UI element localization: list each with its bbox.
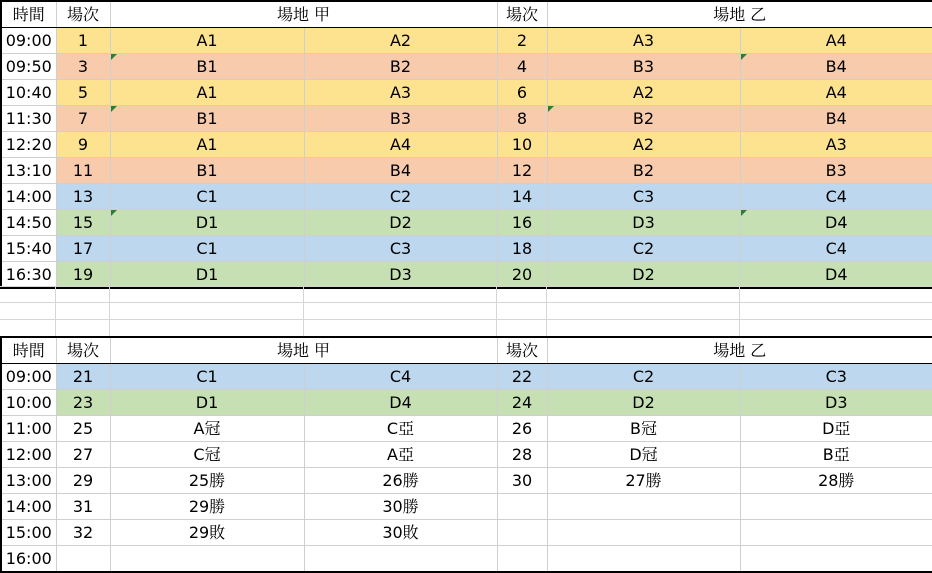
table-row <box>1 236 932 262</box>
team-cell-venue-a-2[interactable]: B2 <box>304 54 497 80</box>
header-venue-b[interactable]: 場地 乙 <box>547 1 932 28</box>
match-number-a[interactable]: 31 <box>56 494 110 520</box>
header-match-a[interactable]: 場次 <box>56 1 110 28</box>
header-venue-a[interactable]: 場地 甲 <box>110 337 497 364</box>
time-cell[interactable]: 14:00 <box>1 494 56 520</box>
table-row <box>1 158 932 184</box>
match-number-b[interactable]: 18 <box>497 236 547 262</box>
match-number-b[interactable]: 26 <box>497 416 547 442</box>
match-number-b[interactable]: 2 <box>497 28 547 54</box>
match-number-a[interactable]: 5 <box>56 80 110 106</box>
table-row <box>1 262 932 289</box>
match-number-a[interactable]: 3 <box>56 54 110 80</box>
team-cell-venue-b-1[interactable]: B3 <box>547 54 740 80</box>
team-cell-venue-a-1[interactable]: D1 <box>110 390 304 416</box>
team-cell-venue-b-1[interactable]: B2 <box>547 106 740 132</box>
time-cell[interactable]: 10:40 <box>1 80 56 106</box>
team-cell-venue-b-1[interactable]: C2 <box>547 236 740 262</box>
team-cell-venue-b-2[interactable] <box>740 494 932 520</box>
team-cell-venue-b-2[interactable]: A4 <box>740 80 932 106</box>
team-cell-venue-a-1[interactable]: C冠 <box>110 442 304 468</box>
time-cell[interactable]: 15:00 <box>1 520 56 546</box>
team-cell-venue-a-1[interactable]: B1 <box>110 106 304 132</box>
time-cell[interactable]: 11:00 <box>1 416 56 442</box>
team-cell-venue-a-2[interactable]: C4 <box>304 364 497 390</box>
team-cell-venue-b-2[interactable]: D4 <box>740 262 932 289</box>
team-cell-venue-a-1[interactable]: B1 <box>110 54 304 80</box>
team-cell-venue-a-1[interactable]: 25勝 <box>110 468 304 494</box>
team-cell-venue-b-1[interactable]: D冠 <box>547 442 740 468</box>
table-row <box>1 364 932 390</box>
match-number-a[interactable]: 25 <box>56 416 110 442</box>
header-match-a[interactable]: 場次 <box>56 337 110 364</box>
table-row <box>1 546 932 573</box>
time-cell[interactable]: 09:50 <box>1 54 56 80</box>
team-cell-venue-b-1[interactable]: C2 <box>547 364 740 390</box>
match-number-b[interactable]: 14 <box>497 184 547 210</box>
team-cell-venue-b-1[interactable]: C3 <box>547 184 740 210</box>
team-cell-venue-a-2[interactable]: A2 <box>304 28 497 54</box>
team-cell-venue-a-1[interactable]: D1 <box>110 262 304 289</box>
header-row <box>1 1 932 28</box>
time-cell[interactable]: 12:00 <box>1 442 56 468</box>
team-cell-venue-a-2[interactable]: C3 <box>304 236 497 262</box>
match-number-a[interactable]: 17 <box>56 236 110 262</box>
time-cell[interactable]: 14:50 <box>1 210 56 236</box>
team-cell-venue-b-2[interactable]: D4 <box>740 210 932 236</box>
team-cell-venue-a-1[interactable]: B1 <box>110 158 304 184</box>
time-cell[interactable]: 15:40 <box>1 236 56 262</box>
time-cell[interactable]: 14:00 <box>1 184 56 210</box>
match-number-a[interactable]: 13 <box>56 184 110 210</box>
team-cell-venue-b-2[interactable]: D亞 <box>740 416 932 442</box>
time-cell[interactable]: 09:00 <box>1 364 56 390</box>
table-row <box>1 28 932 54</box>
time-cell[interactable]: 09:00 <box>1 28 56 54</box>
team-cell-venue-a-1[interactable]: C1 <box>110 364 304 390</box>
table-row <box>1 80 932 106</box>
time-cell[interactable]: 13:10 <box>1 158 56 184</box>
team-cell-venue-b-2[interactable]: 28勝 <box>740 468 932 494</box>
team-cell-venue-a-1[interactable] <box>110 546 304 573</box>
table-row <box>1 390 932 416</box>
team-cell-venue-b-2[interactable]: A3 <box>740 132 932 158</box>
team-cell-venue-b-1[interactable]: B2 <box>547 158 740 184</box>
schedule-body-top <box>1 28 932 289</box>
table-row <box>1 132 932 158</box>
match-number-a[interactable]: 32 <box>56 520 110 546</box>
match-number-a[interactable]: 29 <box>56 468 110 494</box>
match-number-b[interactable]: 12 <box>497 158 547 184</box>
team-cell-venue-a-2[interactable]: C2 <box>304 184 497 210</box>
team-cell-venue-b-2[interactable]: B4 <box>740 106 932 132</box>
header-time[interactable]: 時間 <box>1 1 56 28</box>
match-number-a[interactable]: 9 <box>56 132 110 158</box>
time-cell[interactable]: 12:20 <box>1 132 56 158</box>
team-cell-venue-a-2[interactable]: B3 <box>304 106 497 132</box>
table-row <box>1 106 932 132</box>
team-cell-venue-a-2[interactable]: 30勝 <box>304 494 497 520</box>
match-number-b[interactable] <box>497 520 547 546</box>
table-row <box>1 468 932 494</box>
match-number-b[interactable]: 20 <box>497 262 547 289</box>
team-cell-venue-b-2[interactable] <box>740 546 932 573</box>
team-cell-venue-a-2[interactable]: D3 <box>304 262 497 289</box>
time-cell[interactable]: 11:30 <box>1 106 56 132</box>
team-cell-venue-a-2[interactable]: A4 <box>304 132 497 158</box>
match-number-a[interactable]: 7 <box>56 106 110 132</box>
team-cell-venue-a-2[interactable]: D4 <box>304 390 497 416</box>
match-number-b[interactable] <box>497 546 547 573</box>
team-cell-venue-b-1[interactable]: 27勝 <box>547 468 740 494</box>
team-cell-venue-b-2[interactable]: B4 <box>740 54 932 80</box>
header-venue-a[interactable]: 場地 甲 <box>110 1 497 28</box>
header-time[interactable]: 時間 <box>1 337 56 364</box>
header-venue-b[interactable]: 場地 乙 <box>547 337 932 364</box>
team-cell-venue-b-2[interactable]: C4 <box>740 184 932 210</box>
team-cell-venue-b-2[interactable]: B3 <box>740 158 932 184</box>
match-number-a[interactable]: 23 <box>56 390 110 416</box>
match-number-b[interactable]: 24 <box>497 390 547 416</box>
match-number-b[interactable]: 22 <box>497 364 547 390</box>
team-cell-venue-a-1[interactable]: C1 <box>110 184 304 210</box>
team-cell-venue-a-2[interactable]: B4 <box>304 158 497 184</box>
team-cell-venue-a-2[interactable]: 26勝 <box>304 468 497 494</box>
match-number-b[interactable]: 30 <box>497 468 547 494</box>
team-cell-venue-a-1[interactable]: 29敗 <box>110 520 304 546</box>
team-cell-venue-b-1[interactable]: D2 <box>547 390 740 416</box>
match-number-a[interactable]: 11 <box>56 158 110 184</box>
team-cell-venue-a-2[interactable]: C亞 <box>304 416 497 442</box>
team-cell-venue-b-2[interactable]: D3 <box>740 390 932 416</box>
team-cell-venue-b-2[interactable]: C4 <box>740 236 932 262</box>
match-number-a[interactable]: 21 <box>56 364 110 390</box>
team-cell-venue-b-1[interactable]: D3 <box>547 210 740 236</box>
table-row <box>1 210 932 236</box>
header-match-b[interactable]: 場次 <box>497 1 547 28</box>
table-row <box>1 184 932 210</box>
match-number-b[interactable]: 16 <box>497 210 547 236</box>
team-cell-venue-a-2[interactable] <box>304 546 497 573</box>
header-row <box>1 337 932 364</box>
team-cell-venue-a-2[interactable]: A3 <box>304 80 497 106</box>
table-row <box>1 520 932 546</box>
team-cell-venue-b-2[interactable]: A4 <box>740 28 932 54</box>
table-row <box>1 416 932 442</box>
match-number-a[interactable]: 19 <box>56 262 110 289</box>
team-cell-venue-a-1[interactable]: C1 <box>110 236 304 262</box>
team-cell-venue-b-2[interactable] <box>740 520 932 546</box>
time-cell[interactable]: 16:30 <box>1 262 56 289</box>
team-cell-venue-a-2[interactable]: 30敗 <box>304 520 497 546</box>
team-cell-venue-b-1[interactable]: D2 <box>547 262 740 289</box>
team-cell-venue-a-1[interactable]: A1 <box>110 28 304 54</box>
team-cell-venue-b-2[interactable]: B亞 <box>740 442 932 468</box>
match-number-a[interactable] <box>56 546 110 573</box>
header-match-b[interactable]: 場次 <box>497 337 547 364</box>
team-cell-venue-a-1[interactable]: A1 <box>110 80 304 106</box>
match-number-b[interactable]: 4 <box>497 54 547 80</box>
table-row <box>1 442 932 468</box>
team-cell-venue-b-1[interactable] <box>547 494 740 520</box>
match-number-b[interactable]: 6 <box>497 80 547 106</box>
match-number-a[interactable]: 15 <box>56 210 110 236</box>
team-cell-venue-a-1[interactable]: D1 <box>110 210 304 236</box>
team-cell-venue-a-1[interactable]: 29勝 <box>110 494 304 520</box>
time-cell[interactable]: 16:00 <box>1 546 56 573</box>
match-number-a[interactable]: 1 <box>56 28 110 54</box>
table-row <box>1 54 932 80</box>
match-number-b[interactable]: 8 <box>497 106 547 132</box>
team-cell-venue-a-2[interactable]: A亞 <box>304 442 497 468</box>
time-cell[interactable]: 10:00 <box>1 390 56 416</box>
team-cell-venue-b-1[interactable] <box>547 546 740 573</box>
table-row <box>1 494 932 520</box>
team-cell-venue-a-1[interactable]: A1 <box>110 132 304 158</box>
schedule-table-bottom <box>0 336 932 573</box>
team-cell-venue-b-2[interactable]: C3 <box>740 364 932 390</box>
team-cell-venue-a-2[interactable]: D2 <box>304 210 497 236</box>
match-number-a[interactable]: 27 <box>56 442 110 468</box>
match-number-b[interactable]: 10 <box>497 132 547 158</box>
team-cell-venue-b-1[interactable]: A2 <box>547 132 740 158</box>
time-cell[interactable]: 13:00 <box>1 468 56 494</box>
team-cell-venue-b-1[interactable] <box>547 520 740 546</box>
team-cell-venue-b-1[interactable]: A3 <box>547 28 740 54</box>
match-number-b[interactable] <box>497 494 547 520</box>
match-number-b[interactable]: 28 <box>497 442 547 468</box>
team-cell-venue-b-1[interactable]: B冠 <box>547 416 740 442</box>
team-cell-venue-b-1[interactable]: A2 <box>547 80 740 106</box>
schedule-body-bottom <box>1 364 932 573</box>
team-cell-venue-a-1[interactable]: A冠 <box>110 416 304 442</box>
